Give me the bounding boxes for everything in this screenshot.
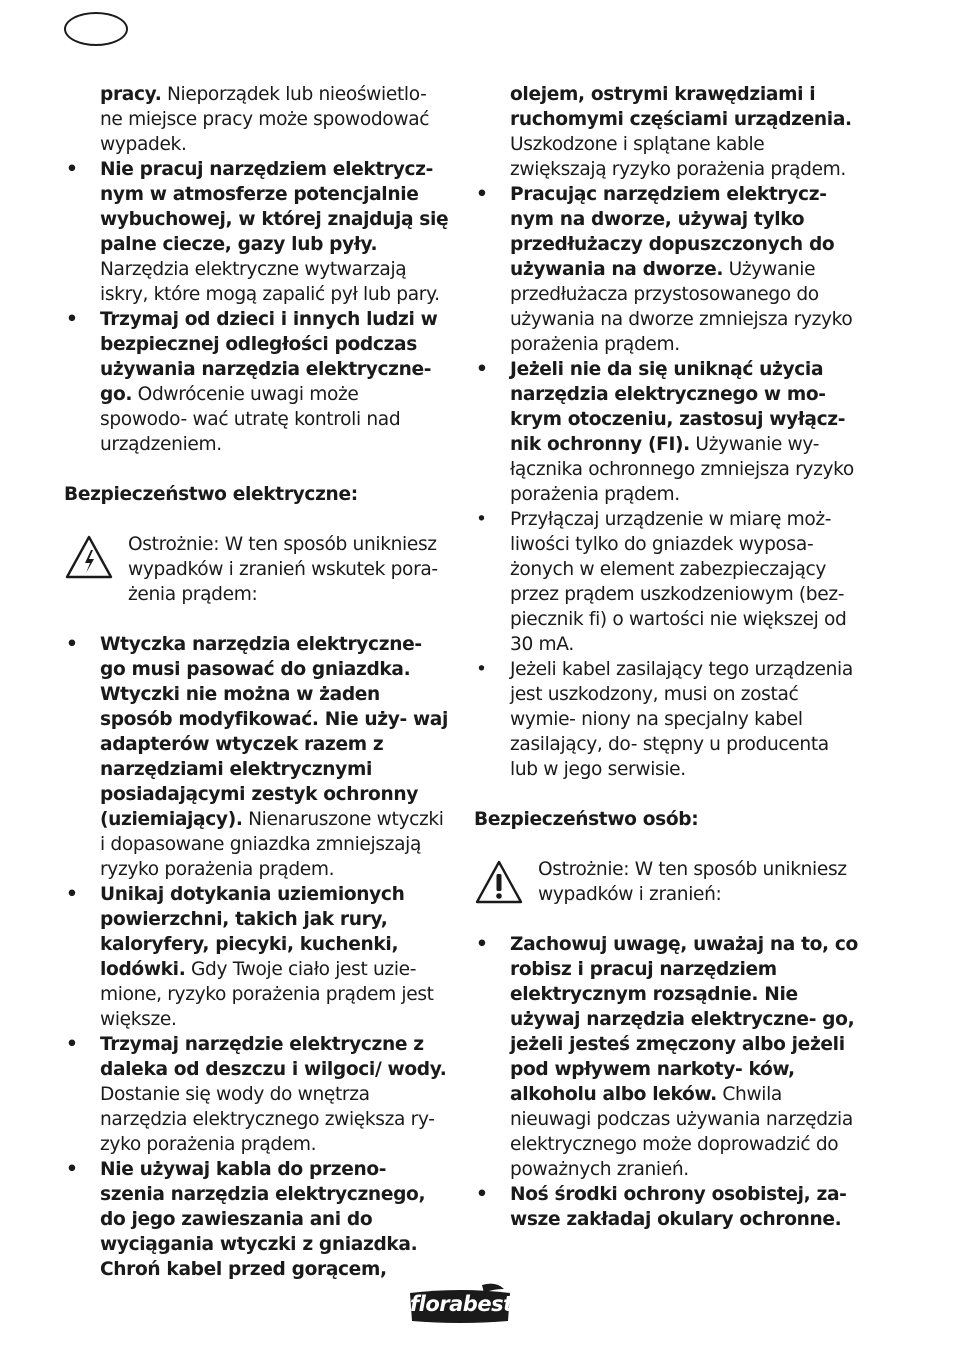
list-item (474, 357, 862, 507)
bullet-icon: • (66, 884, 78, 905)
list-item (64, 307, 450, 457)
bullet-icon: • (66, 1159, 78, 1180)
warning-text: Ostrożnie: W ten sposób unikniesz wypadków i zranień: (538, 859, 847, 905)
left-column (64, 82, 450, 1282)
continued-paragraph (64, 82, 450, 157)
bold-text: Jeżeli nie da się uniknąć użycia narzędzia elektrycznego w mo- krym otoczeniu, zastosuj wyłącz- nik ochronny (FI). (510, 359, 846, 455)
body-text: Używanie przedłużacza przystosowanego do używania na dworze zmniejsza ryzyko porażenia prądem. (510, 259, 853, 355)
body-text: Nienaruszone wtyczki i dopasowane gniazdka zmniejszają ryzyko porażenia prądem. (100, 809, 444, 880)
bullet-icon: • (66, 1034, 78, 1055)
body-text: Dostanie się wody do wnętrza narzędzia elektrycznego zwiększa ry- zyko porażenia prądem. (100, 1084, 435, 1155)
body-text: Uszkodzone i splątane kable zwiększają ryzyko porażenia prądem. (510, 134, 846, 180)
list-item (64, 1032, 450, 1157)
bold-text: Noś środki ochrony osobistej, za- wsze zakładaj okulary ochronne. (510, 1184, 847, 1230)
bullet-icon: • (476, 359, 488, 380)
language-badge (64, 12, 128, 46)
list-item (474, 182, 862, 357)
bold-text: pracy. (100, 84, 162, 105)
warning-icon (474, 859, 524, 905)
body-text: Przyłączaj urządzenie w miarę moż- liwości tylko do gniazdek wyposa- żonych w element zabezpieczający przez prądem uszkodzeniowym (bez- piecznik fi) o wartości nie większej od 30 mA. (510, 509, 847, 655)
bullet-icon: • (476, 1184, 488, 1205)
list-item (474, 657, 862, 782)
right-column (474, 82, 862, 1232)
list-item (474, 1182, 862, 1232)
section-heading: Bezpieczeństwo osób: (474, 809, 699, 830)
body-text: Odwrócenie uwagi może spowodo- wać utratę kontroli nad urządzeniem. (100, 384, 401, 455)
bold-text: olejem, ostrymi krawędziami i ruchomymi częściami urządzenia. (510, 84, 852, 130)
continued-paragraph (474, 82, 862, 182)
bold-text: Wtyczka narzędzia elektryczne- go musi pasować do gniazdka. Wtyczki nie można w żaden sposób modyfikować. Nie uży- waj adapterów wtyczek razem z narzędziami elektrycznymi posiadającymi zestyk ochronny (uziemiający). (100, 634, 449, 830)
bullet-icon: • (476, 509, 487, 530)
list-item (474, 932, 862, 1182)
bullet-icon: • (66, 634, 78, 655)
warning-note (474, 857, 862, 907)
bullet-icon: • (66, 159, 78, 180)
bold-text: Trzymaj narzędzie elektryczne z daleka od deszczu i wilgoci/ wody. (100, 1034, 447, 1080)
body-text: Gdy Twoje ciało jest uzie- mione, ryzyko porażenia prądem jest większe. (100, 959, 434, 1030)
body-text: Narzędzia elektryczne wytwarzają iskry, które mogą zapalić pył lub pary. (100, 259, 440, 305)
warning-note (64, 532, 450, 607)
list-item (64, 1157, 450, 1282)
bold-text: Unikaj dotykania uziemionych powierzchni, takich jak rury, kaloryfery, piecyki, kuchenki, lodówki. (100, 884, 405, 980)
section-heading: Bezpieczeństwo elektryczne: (64, 484, 358, 505)
bullet-icon: • (476, 934, 488, 955)
bullet-icon: • (66, 309, 78, 330)
list-item (64, 157, 450, 307)
body-text: Używanie wy- łącznika ochronnego zmniejsza ryzyko porażenia prądem. (510, 434, 854, 505)
bold-text: Nie używaj kabla do przeno- szenia narzędzia elektrycznego, do jego zawieszania ani do wyciągania wtyczki z gniazdka. Chroń kabel przed gorącem, (100, 1159, 426, 1280)
body-text: Jeżeli kabel zasilający tego urządzenia jest uszkodzony, musi on zostać wymie- niony na specjalny kabel zasilający, do- stępny u producenta lub w jego serwisie. (510, 659, 853, 780)
list-item (474, 507, 862, 657)
body-text: Nieporządek lub nieoświetlo- ne miejsce pracy może spowodować wypadek. (100, 84, 430, 155)
logo-text: florabest (410, 1292, 513, 1316)
body-text: Chwila nieuwagi podczas używania narzędzia elektrycznego może doprowadzić do poważnych zranień. (510, 1084, 853, 1180)
bullet-icon: • (476, 184, 488, 205)
electric-hazard-icon (64, 534, 114, 580)
bold-text: Nie pracuj narzędziem elektrycz- nym w atmosferze potencjalnie wybuchowej, w której znajdują się palne ciecze, gazy lub pyły. (100, 159, 449, 255)
list-item (64, 632, 450, 882)
warning-text: Ostrożnie: W ten sposób unikniesz wypadków i zranień wskutek pora- żenia prądem: (128, 534, 438, 605)
bullet-icon: • (476, 659, 487, 680)
bold-text: Trzymaj od dzieci i innych ludzi w bezpiecznej odległości podczas używania narzędzia elektryczne- go. (100, 309, 438, 405)
brand-logo (404, 1283, 516, 1327)
bold-text: Zachowuj uwagę, uważaj na to, co robisz i pracuj narzędziem elektrycznym rozsądnie. Nie używaj narzędzia elektryczne- go, jeżeli jesteś zmęczony albo jeżeli pod wpływem narkoty- ków, alkoholu albo leków. (510, 934, 858, 1105)
bold-text: Pracując narzędziem elektrycz- nym na dworze, używaj tylko przedłużaczy dopuszczonych do używania na dworze. (510, 184, 835, 280)
list-item (64, 882, 450, 1032)
